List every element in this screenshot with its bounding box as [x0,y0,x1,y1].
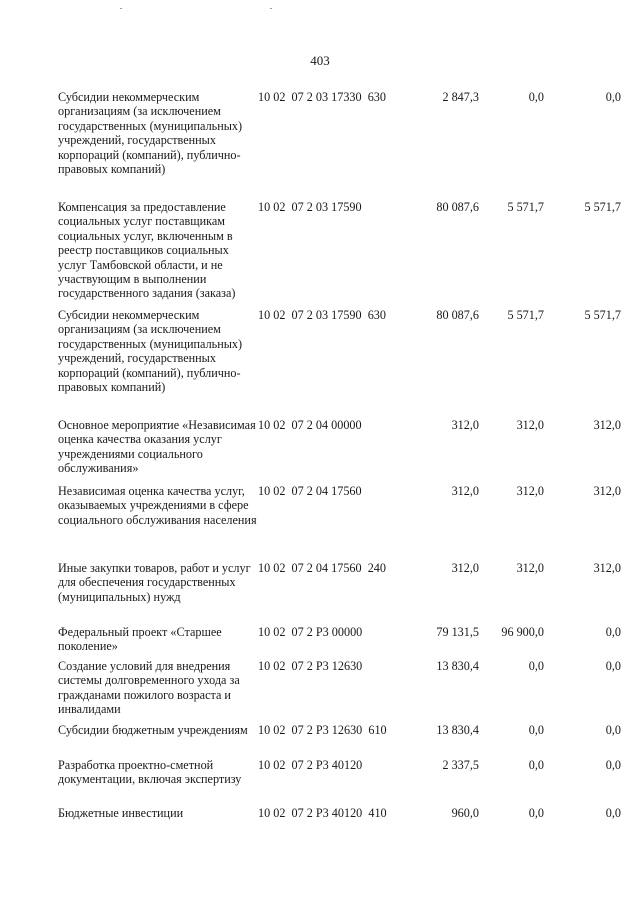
row-value-3: 312,0 [593,418,621,432]
row-name: Компенсация за предоставление социальных услуг поставщикам социальных услуг, включенным в реестр поставщиков социальных услуг Тамбовской области, и не участвующим в выполнении государственного задания (заказа) [58,200,236,301]
row-value-3: 5 571,7 [584,308,621,322]
row-name: Иные закупки товаров, работ и услуг для обеспечения государственных (муниципальных) нужд [58,561,251,604]
row-code: 10 02 07 2 04 17560 240 [258,561,386,575]
row-value-3: 0,0 [605,625,621,639]
row-code: 10 02 07 2 P3 12630 [258,659,363,673]
row-value-1: 80 087,6 [436,308,479,322]
row-value-2: 0,0 [528,659,544,673]
row-name: Независимая оценка качества услуг, оказываемых учреждениями в сфере социального обслуживания населения [58,484,257,527]
row-value-1: 312,0 [451,561,479,575]
scan-mark-left [120,8,122,9]
row-name: Основное мероприятие «Независимая оценка качества оказания услуг учреждениями социального обслуживания» [58,418,256,476]
scan-mark-right [270,8,272,9]
row-value-2: 0,0 [528,758,544,772]
row-value-1: 312,0 [451,484,479,498]
row-value-1: 80 087,6 [436,200,479,214]
row-value-2: 0,0 [528,90,544,104]
row-value-2: 96 900,0 [501,625,544,639]
row-value-2: 312,0 [516,418,544,432]
row-code: 10 02 07 2 03 17590 [258,200,362,214]
row-code: 10 02 07 2 04 17560 [258,484,362,498]
row-value-1: 79 131,5 [436,625,479,639]
row-name: Бюджетные инвестиции [58,806,184,820]
row-name: Создание условий для внедрения системы долговременного ухода за гражданами пожилого возраста и инвалидами [58,659,240,717]
page-number: 403 [310,53,330,68]
row-value-3: 5 571,7 [584,200,621,214]
row-value-3: 0,0 [605,806,621,820]
row-name: Субсидии бюджетным учреждениям [58,723,248,737]
row-value-2: 5 571,7 [507,308,544,322]
row-code: 10 02 07 2 P3 12630 610 [258,723,387,737]
row-name: Субсидии некоммерческим организациям (за исключением государственных (муниципальных) учреждений, государственных корпораций (компаний), публично-правовых компаний) [58,90,243,177]
row-code: 10 02 07 2 P3 00000 [258,625,363,639]
row-code: 10 02 07 2 04 00000 [258,418,362,432]
row-value-2: 312,0 [516,561,544,575]
row-name: Разработка проектно-сметной документации, включая экспертизу [58,758,242,787]
row-value-1: 312,0 [451,418,479,432]
row-value-2: 312,0 [516,484,544,498]
row-value-3: 312,0 [593,484,621,498]
row-value-2: 0,0 [528,723,544,737]
row-value-3: 0,0 [605,659,621,673]
row-value-2: 5 571,7 [507,200,544,214]
row-value-2: 0,0 [528,806,544,820]
row-code: 10 02 07 2 03 17330 630 [258,90,386,104]
row-name: Субсидии некоммерческим организациям (за исключением государственных (муниципальных) учреждений, государственных корпораций (компаний), публично-правовых компаний) [58,308,243,395]
row-value-1: 13 830,4 [436,723,479,737]
row-value-1: 13 830,4 [436,659,479,673]
row-code: 10 02 07 2 03 17590 630 [258,308,386,322]
row-value-3: 0,0 [605,758,621,772]
row-value-1: 960,0 [451,806,479,820]
row-value-1: 2 337,5 [442,758,479,772]
row-value-3: 312,0 [593,561,621,575]
row-value-3: 0,0 [605,90,621,104]
row-value-3: 0,0 [605,723,621,737]
row-name: Федеральный проект «Старшее поколение» [58,625,222,654]
row-value-1: 2 847,3 [442,90,479,104]
row-code: 10 02 07 2 P3 40120 410 [258,806,387,820]
row-code: 10 02 07 2 P3 40120 [258,758,363,772]
